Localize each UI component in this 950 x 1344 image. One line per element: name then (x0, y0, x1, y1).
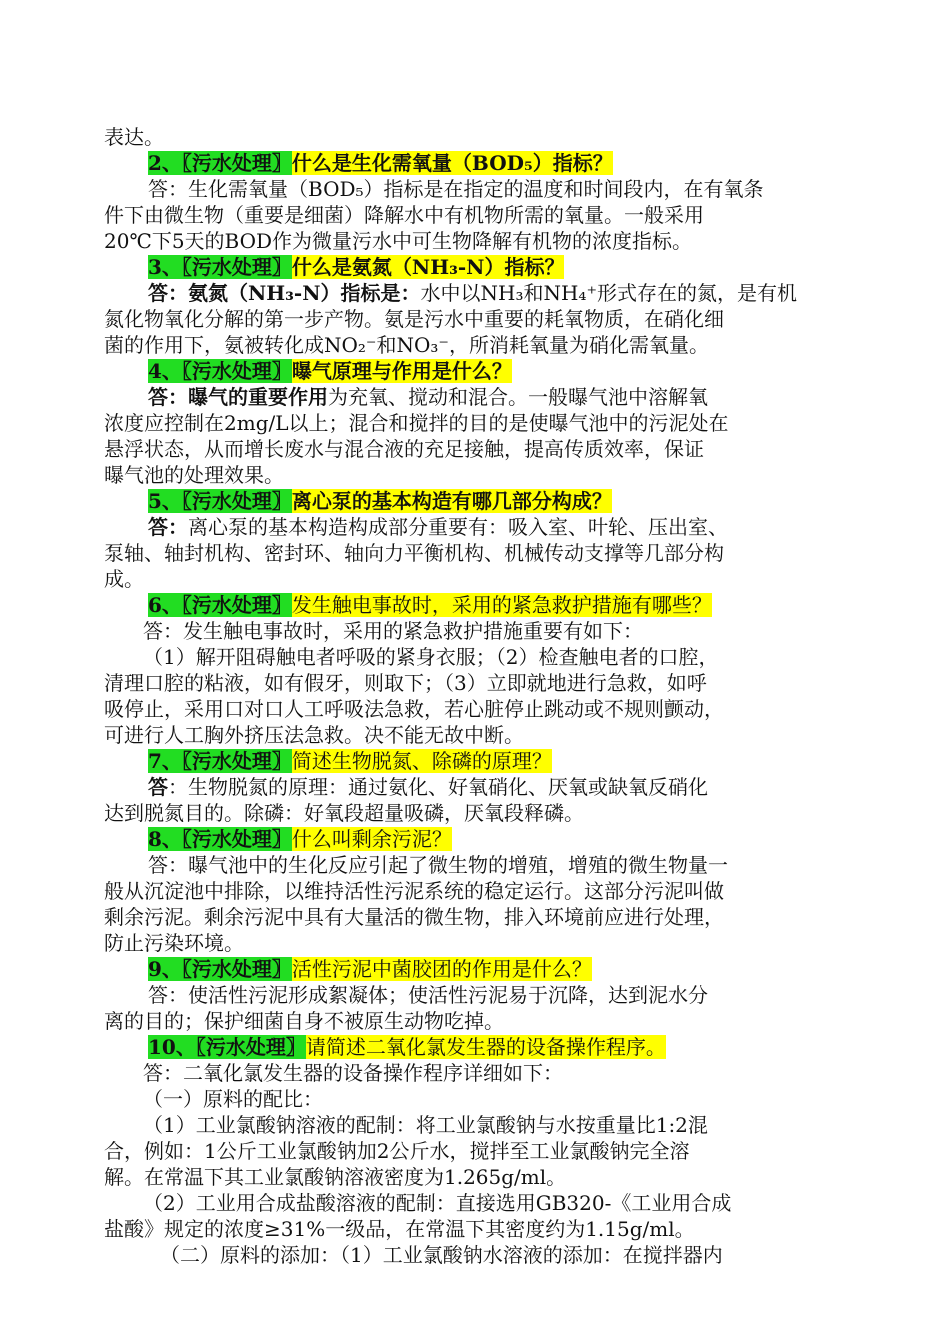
question-number: 4、〖污水处理〗 (148, 359, 292, 383)
text-line: 答：曝气池中的生化反应引起了微生物的增殖，增殖的微生物量一 (148, 853, 728, 877)
question-number: 3、〖污水处理〗 (148, 255, 292, 279)
question-number: 6、〖污水处理〗 (148, 593, 292, 617)
question-text: 曝气原理与作用是什么？ (291, 359, 512, 383)
text-line: 可进行人工胸外挤压法急救。决不能无故中断。 (104, 723, 524, 747)
text-line: 答：发生触电事故时，采用的紧急救护措施重要有如下： (143, 619, 643, 643)
answer-text: 水中以NH₃和NH₄⁺形式存在的氮，是有机 (420, 281, 798, 305)
text-line: 浓度应控制在2mg/L以上；混合和搅拌的目的是使曝气池中的污泥处在 (104, 411, 729, 435)
text-line: 合，例如：1公斤工业氯酸钠加2公斤水，搅拌至工业氯酸钠完全溶 (104, 1139, 690, 1163)
text-line: （1）解开阻碍触电者呼吸的紧身衣服；（2）检查触电者的口腔， (143, 645, 719, 669)
question-text: 简述生物脱氮、除磷的原理？ (291, 749, 552, 773)
question-text: 离心泵的基本构造有哪几部分构成？ (291, 489, 612, 513)
question-text: 什么是氨氮（NH₃-N）指标？ (291, 255, 565, 279)
text-line: 离的目的；保护细菌自身不被原生动物吃掉。 (104, 1009, 504, 1033)
question-text: 请简述二氧化氯发生器的设备操作程序。 (305, 1035, 666, 1059)
text-line: （一）原料的配比： (143, 1087, 323, 1111)
question-text: 什么是生化需氧量（BOD₅）指标？ (291, 151, 613, 175)
text-line: 防止污染环境。 (104, 931, 244, 955)
answer-5-line (148, 514, 728, 540)
question-number: 8、〖污水处理〗 (148, 827, 292, 851)
question-number: 7、〖污水处理〗 (148, 749, 292, 773)
question-text: 发生触电事故时，采用的紧急救护措施有哪些？ (291, 593, 712, 617)
answer-lead: 答 (148, 775, 168, 799)
text-line: 表达。 (104, 125, 164, 149)
question-4-heading (148, 358, 512, 384)
text-line: 解。在常温下其工业氯酸钠溶液密度为1.265g/ml。 (104, 1165, 567, 1189)
text-line: 曝气池的处理效果。 (104, 463, 284, 487)
text-line: 答：二氧化氯发生器的设备操作程序详细如下： (143, 1061, 563, 1085)
text-line: （二）原料的添加：（1）工业氯酸钠水溶液的添加：在搅拌器内 (160, 1243, 723, 1267)
text-line: 剩余污泥。剩余污泥中具有大量活的微生物，排入环境前应进行处理， (104, 905, 724, 929)
question-8-heading (148, 826, 452, 852)
question-6-heading (148, 592, 712, 618)
answer-4-line (148, 384, 708, 410)
answer-lead: 答：曝气的重要作用 (148, 385, 328, 409)
question-10-heading (148, 1034, 666, 1060)
question-5-heading (148, 488, 612, 514)
question-number: 2、〖污水处理〗 (148, 151, 292, 175)
text-line: 成。 (104, 567, 144, 591)
question-7-heading (148, 748, 552, 774)
text-line: 达到脱氮目的。除磷：好氧段超量吸磷，厌氧段释磷。 (104, 801, 584, 825)
text-line: 菌的作用下，氨被转化成NO₂⁻和NO₃⁻，所消耗氧量为硝化需氧量。 (104, 333, 709, 357)
answer-3-line (148, 280, 797, 306)
text-line: 20℃下5天的BOD作为微量污水中可生物降解有机物的浓度指标。 (104, 229, 693, 253)
question-2-heading (148, 150, 613, 176)
answer-text: ：生物脱氮的原理：通过氨化、好氧硝化、厌氧或缺氧反硝化 (168, 775, 708, 799)
text-line: 氮化物氧化分解的第一步产物。氨是污水中重要的耗氧物质，在硝化细 (104, 307, 724, 331)
text-line: （2）工业用合成盐酸溶液的配制：直接选用GB320-《工业用合成 (143, 1191, 732, 1215)
text-line: 清理口腔的粘液，如有假牙，则取下；（3）立即就地进行急救，如呼 (104, 671, 707, 695)
text-line: 吸停止，采用口对口人工呼吸法急救，若心脏停止跳动或不规则颤动， (104, 697, 724, 721)
text-line: 悬浮状态，从而增长废水与混合液的充足接触，提高传质效率，保证 (104, 437, 704, 461)
text-line: 般从沉淀池中排除，以维持活性污泥系统的稳定运行。这部分污泥叫做 (104, 879, 724, 903)
answer-lead: 答： (148, 515, 188, 539)
text-line: 盐酸》规定的浓度≥31%一级品，在常温下其密度约为1.15g/ml。 (104, 1217, 695, 1241)
text-line: 件下由微生物（重要是细菌）降解水中有机物所需的氧量。一般采用 (104, 203, 704, 227)
text-line: 答：生化需氧量（BOD₅）指标是在指定的温度和时间段内，在有氧条 (148, 177, 764, 201)
text-line: 泵轴、轴封机构、密封环、轴向力平衡机构、机械传动支撑等几部分构 (104, 541, 724, 565)
question-text: 活性污泥中菌胶团的作用是什么？ (291, 957, 592, 981)
answer-text: 为充氧、搅动和混合。一般曝气池中溶解氧 (328, 385, 708, 409)
question-3-heading (148, 254, 564, 280)
answer-lead: 答：氨氮（NH₃-N）指标是： (148, 281, 421, 305)
question-number: 9、〖污水处理〗 (148, 957, 292, 981)
answer-7-line (148, 774, 708, 800)
question-text: 什么叫剩余污泥？ (291, 827, 452, 851)
answer-text: 离心泵的基本构造构成部分重要有：吸入室、叶轮、压出室、 (188, 515, 728, 539)
question-9-heading (148, 956, 592, 982)
question-number: 5、〖污水处理〗 (148, 489, 292, 513)
text-line: 答：使活性污泥形成絮凝体；使活性污泥易于沉降，达到泥水分 (148, 983, 708, 1007)
question-number: 10、〖污水处理〗 (148, 1035, 306, 1059)
text-line: （1）工业氯酸钠溶液的配制：将工业氯酸钠与水按重量比1:2混 (143, 1113, 708, 1137)
